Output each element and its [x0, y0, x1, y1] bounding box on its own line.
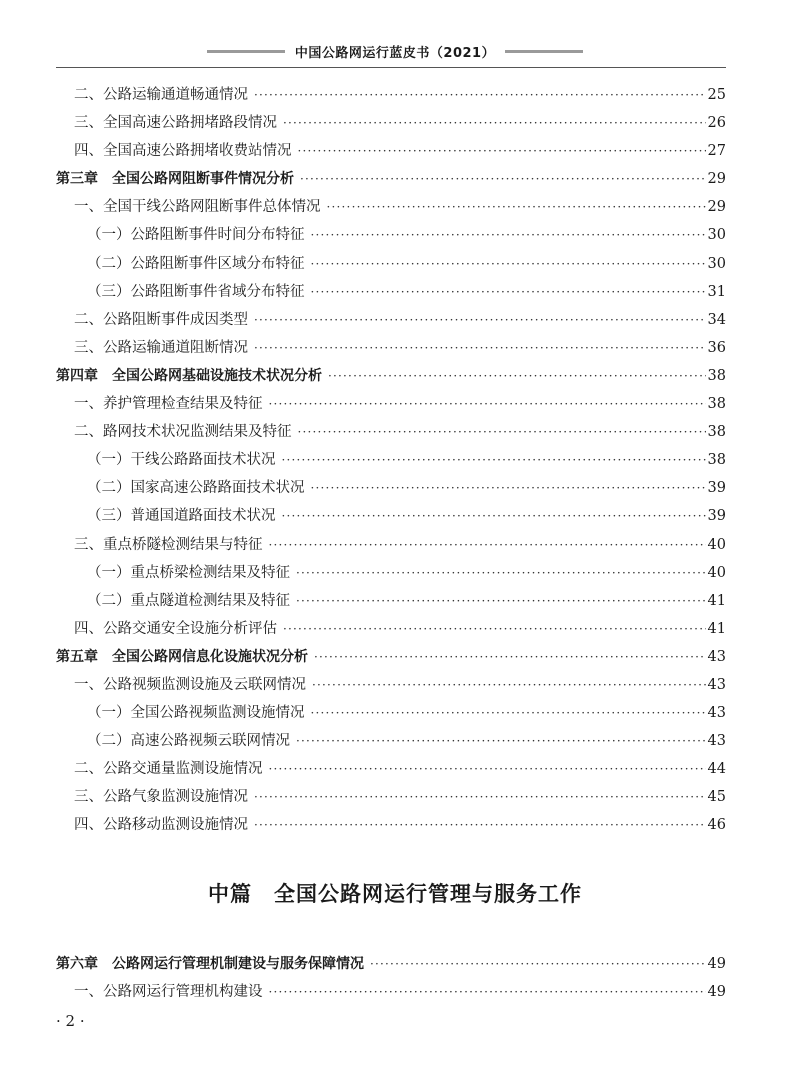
dot-leader — [296, 587, 706, 615]
toc-chapter-entry — [56, 165, 726, 193]
toc-entry — [56, 783, 726, 811]
header-decorative-bar-left — [207, 50, 285, 53]
dot-leader — [328, 362, 706, 390]
header-decorative-bar-right — [505, 50, 583, 53]
part-heading — [0, 878, 790, 908]
toc-entry-page: 38 — [707, 452, 726, 469]
page-number: · 2 · — [56, 1012, 85, 1030]
toc-entry-page: 38 — [707, 367, 726, 384]
toc-entry-title: （一）干线公路路面技术状况 — [87, 452, 276, 469]
toc-entry-title: 二、路网技术状况监测结果及特征 — [74, 424, 292, 441]
toc-entry-title: 第六章 公路网运行管理机制建设与服务保障情况 — [56, 956, 364, 972]
toc-entry-page: 41 — [707, 592, 726, 609]
dot-leader — [254, 811, 706, 839]
toc-entry-page: 43 — [707, 676, 726, 693]
dot-leader — [311, 474, 706, 502]
toc-entry — [56, 559, 726, 587]
toc-entry-title: 一、公路视频监测设施及云联网情况 — [74, 676, 306, 693]
toc-entry-page: 39 — [707, 508, 726, 525]
header-rule — [56, 67, 726, 68]
toc-entry-title: 四、全国高速公路拥堵收费站情况 — [74, 143, 292, 160]
toc-entry-page: 29 — [707, 171, 726, 188]
toc-entry — [56, 334, 726, 362]
toc-entry — [56, 531, 726, 559]
toc-entry-title: 二、公路交通量监测设施情况 — [74, 761, 263, 778]
toc-entry-page: 40 — [707, 536, 726, 553]
toc-entry — [56, 474, 726, 502]
running-header — [0, 40, 790, 62]
dot-leader — [311, 278, 706, 306]
toc-entry-page: 40 — [707, 564, 726, 581]
toc-entry-title: 一、公路网运行管理机构建设 — [74, 984, 263, 1001]
dot-leader — [269, 755, 706, 783]
running-header-title: 中国公路网运行蓝皮书（2021） — [294, 45, 496, 61]
toc-entry-title: 三、全国高速公路拥堵路段情况 — [74, 115, 277, 132]
dot-leader — [314, 643, 706, 671]
toc-entry-title: 三、公路气象监测设施情况 — [74, 789, 248, 806]
toc-entry-page: 29 — [707, 199, 726, 216]
toc-entry-page: 31 — [707, 283, 726, 300]
toc-entry-title: 三、重点桥隧检测结果与特征 — [74, 536, 263, 553]
dot-leader — [254, 334, 706, 362]
dot-leader — [312, 671, 706, 699]
dot-leader — [298, 418, 706, 446]
toc-entry — [56, 278, 726, 306]
toc-entry-title: （一）公路阻断事件时间分布特征 — [87, 227, 305, 244]
toc-entry-title: 第三章 全国公路网阻断事件情况分析 — [56, 171, 294, 188]
toc-entry — [56, 306, 726, 334]
toc-entry-title: （二）公路阻断事件区域分布特征 — [87, 255, 305, 272]
dot-leader — [283, 615, 706, 643]
dot-leader — [327, 193, 706, 221]
toc-entry-page: 34 — [707, 311, 726, 328]
toc-entry-page: 30 — [707, 227, 726, 244]
toc-entry — [56, 109, 726, 137]
table-of-contents — [56, 81, 726, 840]
dot-leader — [298, 137, 706, 165]
dot-leader — [370, 950, 706, 978]
toc-entry — [56, 727, 726, 755]
dot-leader — [282, 446, 706, 474]
toc-entry-page: 43 — [707, 705, 726, 722]
dot-leader — [269, 978, 706, 1006]
toc-entry — [56, 250, 726, 278]
dot-leader — [296, 559, 706, 587]
toc-entry-title: 第五章 全国公路网信息化设施状况分析 — [56, 648, 308, 665]
toc-entry-title: （二）国家高速公路路面技术状况 — [87, 480, 305, 497]
toc-entry-page: 36 — [707, 339, 726, 356]
toc-entry — [56, 81, 726, 109]
dot-leader — [283, 109, 706, 137]
toc-entry-page: 45 — [707, 789, 726, 806]
dot-leader — [300, 165, 706, 193]
toc-entry-title: 四、公路移动监测设施情况 — [74, 817, 248, 834]
toc-entry — [56, 587, 726, 615]
toc-chapter-entry — [56, 950, 726, 978]
toc-entry — [56, 978, 726, 1006]
toc-entry-title: 三、公路运输通道阻断情况 — [74, 339, 248, 356]
toc-entry-title: 一、养护管理检查结果及特征 — [74, 396, 263, 413]
dot-leader — [311, 699, 706, 727]
toc-entry-page: 30 — [707, 255, 726, 272]
part-title: 全国公路网运行管理与服务工作 — [274, 881, 582, 906]
toc-entry-page: 43 — [707, 733, 726, 750]
toc-entry-page: 39 — [707, 480, 726, 497]
toc-entry — [56, 418, 726, 446]
toc-entry — [56, 390, 726, 418]
toc-entry-page: 46 — [707, 817, 726, 834]
part-label: 中篇 — [208, 881, 252, 906]
dot-leader — [269, 531, 706, 559]
toc-entry-page: 43 — [707, 648, 726, 665]
toc-entry — [56, 221, 726, 249]
dot-leader — [254, 783, 706, 811]
toc-entry-title: （一）重点桥梁检测结果及特征 — [87, 564, 290, 581]
dot-leader — [311, 250, 706, 278]
toc-entry-page: 38 — [707, 424, 726, 441]
toc-entry-page: 27 — [707, 143, 726, 160]
toc-entry-title: 二、公路运输通道畅通情况 — [74, 87, 248, 103]
toc-chapter-entry — [56, 643, 726, 671]
toc-entry — [56, 502, 726, 530]
toc-chapter-entry — [56, 362, 726, 390]
toc-entry — [56, 811, 726, 839]
toc-entry — [56, 755, 726, 783]
toc-entry — [56, 671, 726, 699]
toc-entry-title: 第四章 全国公路网基础设施技术状况分析 — [56, 367, 322, 384]
dot-leader — [282, 502, 706, 530]
toc-entry-title: （一）全国公路视频监测设施情况 — [87, 705, 305, 722]
toc-entry-title: 一、全国干线公路网阻断事件总体情况 — [74, 199, 321, 216]
toc-entry-title: （三）普通国道路面技术状况 — [87, 508, 276, 525]
dot-leader — [311, 221, 706, 249]
toc-entry-title: （三）公路阻断事件省域分布特征 — [87, 283, 305, 300]
table-of-contents-continued — [56, 950, 726, 1006]
toc-entry-page: 49 — [707, 984, 726, 1001]
toc-entry-title: （二）高速公路视频云联网情况 — [87, 733, 290, 750]
toc-entry-title: 四、公路交通安全设施分析评估 — [74, 620, 277, 637]
toc-entry-page: 26 — [707, 115, 726, 132]
toc-entry — [56, 446, 726, 474]
toc-entry-page: 41 — [707, 620, 726, 637]
toc-entry-page: 25 — [707, 87, 726, 103]
toc-entry-page: 44 — [707, 761, 726, 778]
toc-entry — [56, 699, 726, 727]
toc-entry-page: 49 — [707, 956, 726, 972]
toc-entry — [56, 137, 726, 165]
toc-entry — [56, 615, 726, 643]
dot-leader — [254, 81, 706, 109]
toc-entry-title: （二）重点隧道检测结果及特征 — [87, 592, 290, 609]
toc-entry-page: 38 — [707, 396, 726, 413]
dot-leader — [269, 390, 706, 418]
dot-leader — [296, 727, 706, 755]
dot-leader — [254, 306, 706, 334]
toc-entry — [56, 193, 726, 221]
toc-entry-title: 二、公路阻断事件成因类型 — [74, 311, 248, 328]
